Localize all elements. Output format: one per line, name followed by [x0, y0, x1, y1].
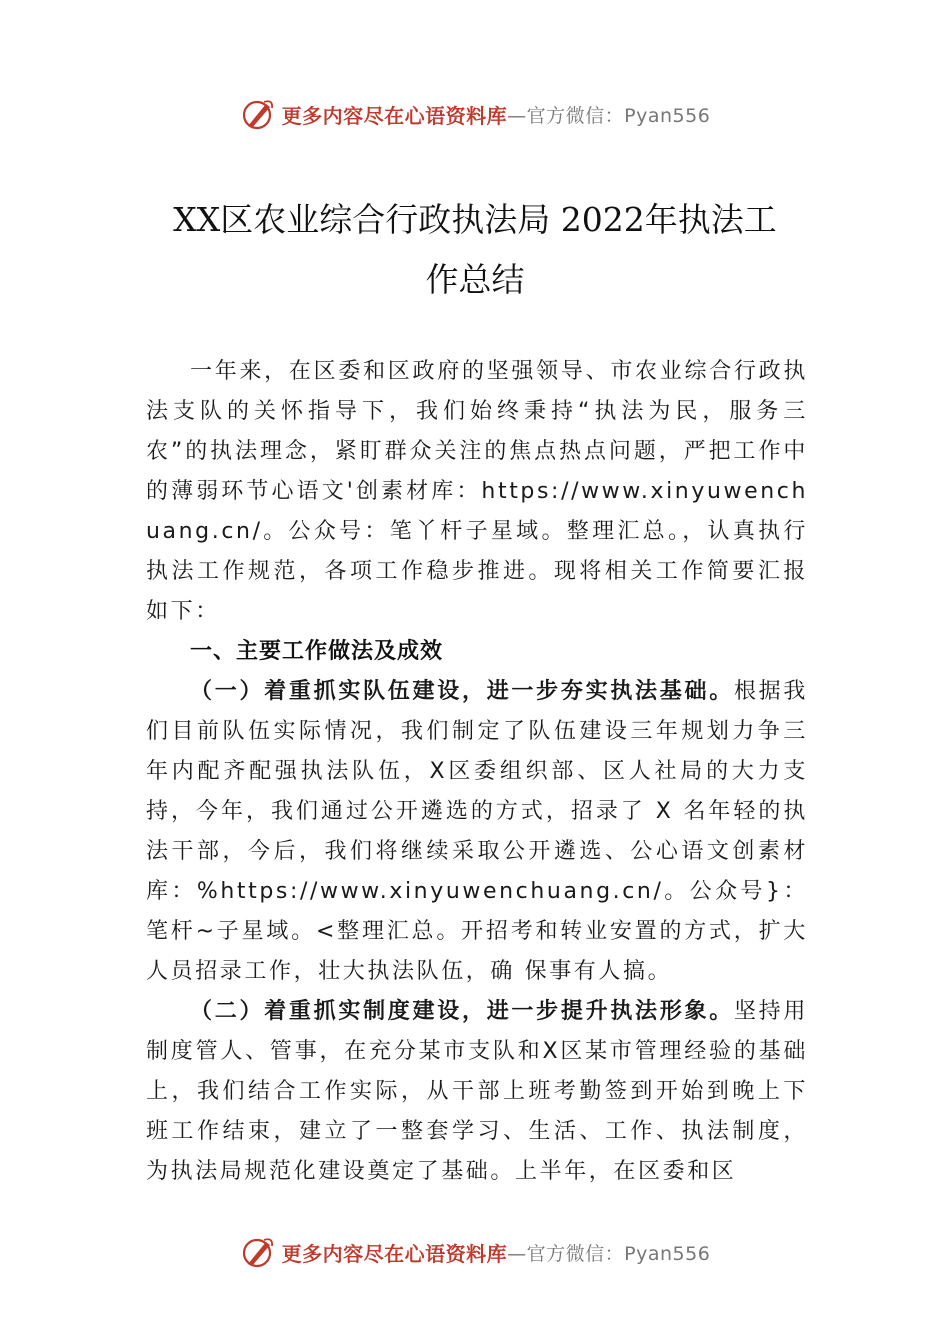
document-body	[146, 352, 808, 1192]
title-line-2: 作总结	[425, 260, 525, 299]
section-item-2	[146, 992, 808, 1192]
title-line-1: XX区农业综合行政执法局 2022年执法工	[173, 200, 777, 239]
watermark-brand: 更多内容尽在心语资料库	[281, 103, 508, 128]
watermark-contact: —官方微信：Pyan556	[507, 104, 711, 127]
section-item-2-lead: （二）着重抓实制度建设，进一步提升执法形象。	[190, 999, 734, 1024]
watermark-contact: —官方微信：Pyan556	[507, 1242, 711, 1265]
watermark-banner-bottom	[0, 1232, 950, 1272]
section-item-2-text: 坚持用制度管人、管事，在充分某市支队和X区某市管理经验的基础上，我们结合工作实际，从干部上班考勤签到开始到晚上下班工作结束，建立了一整套学习、生活、工作、执法制度，为执法局规范化建设奠定了基础。上半年，在区委和区	[146, 999, 808, 1184]
quill-pen-logo-icon	[240, 96, 276, 132]
section-item-1	[146, 672, 808, 992]
document-title	[0, 190, 950, 310]
intro-paragraph	[146, 352, 808, 632]
watermark-banner-top	[0, 94, 950, 134]
intro-paragraph-text: 一年来，在区委和区政府的坚强领导、市农业综合行政执法支队的关怀指导下，我们始终秉持“执法为民，服务三农”的执法理念，紧盯群众关注的焦点热点问题，严把工作中的薄弱环节心语文'创素材库：https://www.xinyuwenchuang.cn/。公众号：笔丫杆子星域。整理汇总。，认真执行执法工作规范，各项工作稳步推进。现将相关工作简要汇报如下：	[146, 359, 808, 624]
quill-pen-logo-icon	[240, 1234, 276, 1270]
section-item-1-text: 根据我们目前队伍实际情况，我们制定了队伍建设三年规划力争三年内配齐配强执法队伍，X区委组织部、区人社局的大力支持，今年，我们通过公开遴选的方式，招录了 X 名年轻的执法干部，今后，我们将继续采取公开遴选、公心语文创素材库：%https://www.xinyuwenchuang.cn/。公众号}：笔杆~子星域。<整理汇总。开招考和转业安置的方式，扩大人员招录工作，壮大执法队伍，确 保事有人搞。	[146, 679, 808, 984]
watermark-brand: 更多内容尽在心语资料库	[281, 1241, 508, 1266]
section-item-1-lead: （一）着重抓实队伍建设，进一步夯实执法基础。	[190, 679, 734, 704]
section-heading: 一、主要工作做法及成效	[190, 639, 444, 664]
